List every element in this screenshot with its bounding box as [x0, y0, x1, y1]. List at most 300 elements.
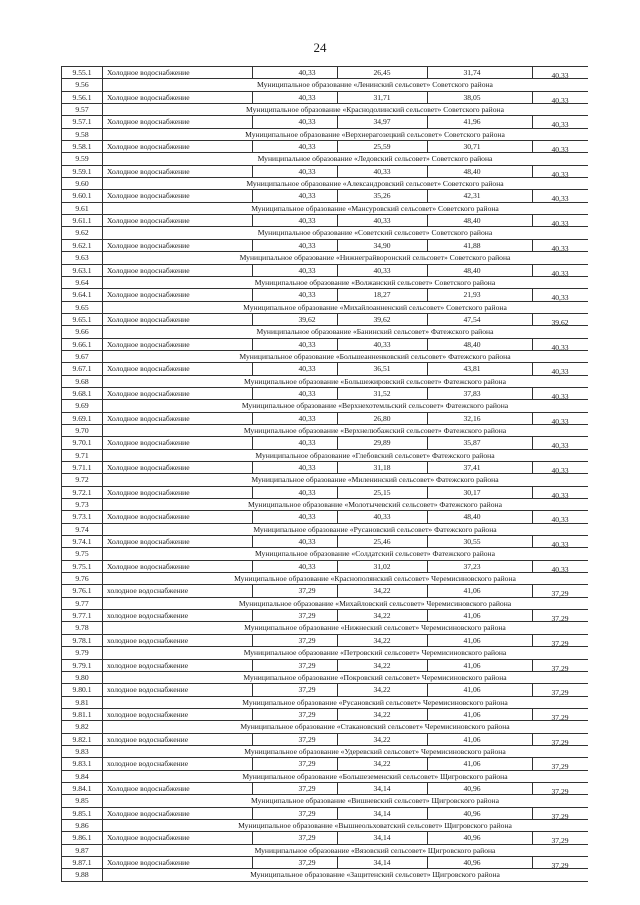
tariff-value-4: 40,33	[551, 169, 569, 179]
municipality-header-row	[62, 524, 588, 536]
tariff-value-4: 37,29	[551, 614, 569, 624]
tariff-value-3: 41,06	[463, 759, 481, 769]
municipality-header-row	[62, 795, 588, 807]
row-code: 9.73.1	[62, 511, 103, 522]
row-code: 9.62	[62, 227, 103, 238]
service-label: Холодное водоснабжение	[107, 191, 190, 201]
tariff-value-1: 40,33	[298, 537, 316, 547]
tariff-value-3: 48,40	[463, 166, 481, 176]
tariff-value-1: 40,33	[298, 166, 316, 176]
tariff-value-2: 34,14	[373, 808, 391, 818]
municipality-header-row	[62, 302, 588, 314]
service-label: холодное водоснабжение	[107, 685, 189, 695]
municipality-title: Муниципальное образование «Ленинский сельсовет» Советского района	[257, 80, 493, 90]
tariff-value-2: 40,33	[373, 512, 391, 522]
tariff-row	[62, 413, 588, 425]
tariff-value-4: 37,29	[551, 861, 569, 870]
tariff-row	[62, 240, 588, 252]
tariff-value-2: 18,27	[373, 290, 391, 300]
row-code: 9.70.1	[62, 437, 103, 448]
column-divider	[252, 808, 253, 819]
column-divider	[252, 536, 253, 547]
tariff-value-2: 34,22	[373, 635, 391, 645]
tariff-row	[62, 758, 588, 770]
tariff-row	[62, 388, 588, 400]
row-code: 9.78.1	[62, 635, 103, 646]
tariff-value-2: 34,22	[373, 685, 391, 695]
column-divider	[252, 289, 253, 300]
tariff-row	[62, 215, 588, 227]
tariff-value-1: 37,29	[298, 635, 316, 645]
tariff-value-3: 41,06	[463, 685, 481, 695]
tariff-value-2: 40,33	[373, 265, 391, 275]
tariff-value-4: 40,33	[551, 219, 569, 229]
tariff-value-3: 48,40	[463, 339, 481, 349]
column-divider	[252, 487, 253, 498]
tariff-value-2: 34,90	[373, 240, 391, 250]
tariff-value-3: 41,06	[463, 611, 481, 621]
row-code: 9.59	[62, 153, 103, 164]
row-code: 9.80.1	[62, 684, 103, 695]
tariff-value-4: 40,33	[551, 71, 569, 80]
row-code: 9.69.1	[62, 413, 103, 424]
tariff-value-1: 37,29	[298, 734, 316, 744]
row-code: 9.64	[62, 277, 103, 288]
tariff-row	[62, 314, 588, 326]
row-code: 9.58.1	[62, 141, 103, 152]
tariff-row	[62, 857, 588, 869]
service-label: Холодное водоснабжение	[107, 833, 190, 843]
column-divider	[252, 585, 253, 596]
column-divider	[252, 67, 253, 78]
municipality-title: Муниципальное образование «Покровский сельсовет» Черемисиновского района	[243, 672, 507, 682]
tariff-value-3: 40,96	[463, 783, 481, 793]
municipality-title: Муниципальное образование «Верхнелюбажский сельсовет» Фатежского района	[243, 425, 507, 435]
municipality-title: Муниципальное образование «Солдатский сельсовет» Фатежского района	[254, 549, 495, 559]
tariff-value-3: 37,23	[463, 561, 481, 571]
row-code: 9.82	[62, 721, 103, 732]
municipality-title: Муниципальное образование «Русановский сельсовет» Фатежского района	[253, 524, 497, 534]
row-code: 9.66	[62, 326, 103, 337]
row-code: 9.74	[62, 524, 103, 535]
tariff-value-3: 42,31	[463, 191, 481, 201]
column-divider	[252, 709, 253, 720]
municipality-title: Муниципальное образование «Александровский сельсовет» Советского района	[246, 179, 504, 189]
municipality-title: Муниципальное образование «Вышнеольховатский сельсовет» Щигровского района	[238, 820, 512, 830]
tariff-value-4: 37,29	[551, 811, 569, 821]
service-label: Холодное водоснабжение	[107, 68, 190, 77]
tariff-value-1: 37,29	[298, 709, 316, 719]
row-code: 9.87	[62, 845, 103, 856]
municipality-header-row	[62, 672, 588, 684]
tariff-row	[62, 363, 588, 375]
service-label: Холодное водоснабжение	[107, 512, 190, 522]
tariff-value-1: 37,29	[298, 759, 316, 769]
service-label: Холодное водоснабжение	[107, 388, 190, 398]
row-code: 9.60	[62, 178, 103, 189]
tariff-value-4: 40,33	[551, 466, 569, 475]
municipality-header-row	[62, 400, 588, 412]
row-code: 9.79	[62, 647, 103, 658]
service-label: Холодное водоснабжение	[107, 339, 190, 349]
municipality-title: Муниципальное образование «Большеземенский сельсовет» Щигровского района	[242, 771, 508, 781]
municipality-header-row	[62, 622, 588, 634]
column-divider	[252, 339, 253, 350]
tariff-value-3: 48,40	[463, 512, 481, 522]
row-code: 9.73	[62, 499, 103, 510]
tariff-value-2: 35,26	[373, 191, 391, 201]
row-code: 9.81.1	[62, 709, 103, 720]
municipality-title: Муниципальное образование «Защитенский сельсовет» Щигровского района	[250, 870, 500, 880]
tariff-row	[62, 808, 588, 820]
tariff-row	[62, 709, 588, 721]
column-divider	[252, 462, 253, 473]
service-label: холодное водоснабжение	[107, 635, 189, 645]
municipality-title: Муниципальное образование «Банинский сельсовет» Фатежского района	[256, 327, 494, 337]
tariff-value-4: 40,33	[551, 243, 569, 253]
row-code: 9.67	[62, 351, 103, 362]
municipality-title: Муниципальное образование «Ледовский сельсовет» Советского района	[257, 154, 493, 164]
tariff-value-4: 40,33	[551, 441, 569, 451]
tariff-value-2: 31,71	[373, 92, 391, 102]
municipality-title: Муниципальное образование «Глебовский сельсовет» Фатежского района	[255, 450, 495, 460]
tariff-row	[62, 116, 588, 128]
service-label: Холодное водоснабжение	[107, 808, 190, 818]
municipality-title: Муниципальное образование «Нижнеский сельсовет» Черемисиновского района	[244, 623, 506, 633]
row-code: 9.76	[62, 573, 103, 584]
tariff-row	[62, 635, 588, 647]
tariff-value-1: 40,33	[298, 339, 316, 349]
tariff-value-1: 37,29	[298, 685, 316, 695]
municipality-header-row	[62, 721, 588, 733]
tariff-value-4: 40,33	[551, 540, 569, 550]
tariff-value-4: 40,33	[551, 293, 569, 303]
row-code: 9.76.1	[62, 585, 103, 596]
row-code: 9.67.1	[62, 363, 103, 374]
tariff-value-3: 35,87	[463, 438, 481, 448]
tariff-row	[62, 487, 588, 499]
municipality-title: Муниципальное образование «Верхнерагозецкий сельсовет» Советского района	[245, 129, 505, 139]
municipality-title: Муниципальное образование «Стакановский сельсовет» Черемисиновского района	[240, 722, 510, 732]
row-code: 9.63	[62, 252, 103, 263]
column-divider	[252, 758, 253, 769]
tariff-value-4: 40,33	[551, 342, 569, 352]
tariff-row	[62, 339, 588, 351]
tariff-row	[62, 684, 588, 696]
column-divider	[252, 437, 253, 448]
row-code: 9.81	[62, 697, 103, 708]
tariff-value-2: 26,80	[373, 413, 391, 423]
tariff-value-4: 40,33	[551, 564, 569, 574]
row-code: 9.75.1	[62, 561, 103, 572]
tariff-value-2: 25,46	[373, 537, 391, 547]
tariff-value-2: 34,22	[373, 660, 391, 670]
tariff-value-1: 40,33	[298, 265, 316, 275]
tariff-value-1: 40,33	[298, 364, 316, 374]
tariff-value-4: 37,29	[551, 836, 569, 846]
tariff-value-4: 37,29	[551, 663, 569, 673]
tariff-value-2: 40,33	[373, 339, 391, 349]
municipality-title: Муниципальное образование «Верхнехотемльский сельсовет» Фатежского района	[241, 401, 509, 411]
municipality-title: Муниципальное образование «Петровский сельсовет» Черемисиновского района	[243, 648, 507, 658]
tariff-value-2: 31,02	[373, 561, 391, 571]
tariff-value-1: 40,33	[298, 290, 316, 300]
service-label: холодное водоснабжение	[107, 660, 189, 670]
tariff-row	[62, 783, 588, 795]
column-divider	[252, 660, 253, 671]
municipality-header-row	[62, 129, 588, 141]
tariff-value-2: 25,15	[373, 487, 391, 497]
column-divider	[252, 610, 253, 621]
tariff-row	[62, 437, 588, 449]
tariff-value-1: 40,33	[298, 388, 316, 398]
row-code: 9.78	[62, 622, 103, 633]
tariff-value-3: 30,55	[463, 537, 481, 547]
municipality-header-row	[62, 450, 588, 462]
municipality-header-row	[62, 548, 588, 560]
row-code: 9.58	[62, 129, 103, 140]
tariff-value-2: 40,33	[373, 166, 391, 176]
tariff-value-3: 43,81	[463, 364, 481, 374]
municipality-title: Муниципальное образование «Русановский сельсовет» Черемисиновского района	[242, 697, 508, 707]
municipality-header-row	[62, 697, 588, 709]
tariff-value-2: 34,22	[373, 759, 391, 769]
tariff-value-4: 40,33	[551, 367, 569, 377]
tariff-value-2: 34,97	[373, 117, 391, 127]
tariff-value-4: 40,33	[551, 145, 569, 155]
municipality-title: Муниципальное образование «Краснополянский сельсовет» Черемисиновского района	[234, 574, 516, 584]
municipality-header-row	[62, 153, 588, 165]
tariff-value-3: 41,96	[463, 117, 481, 127]
municipality-header-row	[62, 598, 588, 610]
tariff-value-1: 40,33	[298, 68, 316, 77]
tariff-value-3: 41,88	[463, 240, 481, 250]
row-code: 9.77	[62, 598, 103, 609]
tariff-row	[62, 832, 588, 844]
column-divider	[252, 511, 253, 522]
row-code: 9.60.1	[62, 190, 103, 201]
tariff-value-3: 37,83	[463, 388, 481, 398]
tariff-row	[62, 166, 588, 178]
tariff-value-3: 31,74	[463, 68, 481, 77]
municipality-title: Муниципальное образование «Мансуровский сельсовет» Советского района	[251, 203, 499, 213]
tariff-value-2: 39,62	[373, 314, 391, 324]
tariff-value-3: 30,71	[463, 142, 481, 152]
row-code: 9.85.1	[62, 808, 103, 819]
row-code: 9.85	[62, 795, 103, 806]
tariff-value-3: 47,54	[463, 314, 481, 324]
tariff-value-1: 40,33	[298, 487, 316, 497]
column-divider	[252, 92, 253, 103]
tariff-value-3: 38,05	[463, 92, 481, 102]
tariff-value-1: 40,33	[298, 512, 316, 522]
row-code: 9.71.1	[62, 462, 103, 473]
row-code: 9.86	[62, 820, 103, 831]
row-code: 9.80	[62, 672, 103, 683]
column-divider	[252, 832, 253, 843]
municipality-header-row	[62, 203, 588, 215]
service-label: Холодное водоснабжение	[107, 240, 190, 250]
tariff-value-2: 31,18	[373, 463, 391, 472]
tariff-value-4: 37,29	[551, 638, 569, 648]
row-code: 9.86.1	[62, 832, 103, 843]
municipality-title: Муниципальное образование «Советский сельсовет» Советского района	[257, 228, 493, 238]
tariff-row	[62, 561, 588, 573]
column-divider	[252, 734, 253, 745]
tariff-value-1: 37,29	[298, 833, 316, 843]
tariff-value-1: 40,33	[298, 413, 316, 423]
row-code: 9.68.1	[62, 388, 103, 399]
column-divider	[252, 215, 253, 226]
municipality-header-row	[62, 425, 588, 437]
municipality-title: Муниципальное образование «Волжанский сельсовет» Советского района	[254, 277, 496, 287]
tariff-value-3: 30,17	[463, 487, 481, 497]
row-code: 9.75	[62, 548, 103, 559]
service-label: Холодное водоснабжение	[107, 537, 190, 547]
municipality-header-row	[62, 474, 588, 486]
tariff-value-2: 36,51	[373, 364, 391, 374]
service-label: холодное водоснабжение	[107, 759, 189, 769]
column-divider	[252, 141, 253, 152]
tariff-value-4: 37,29	[551, 589, 569, 599]
row-code: 9.59.1	[62, 166, 103, 177]
municipality-header-row	[62, 647, 588, 659]
tariff-value-2: 34,22	[373, 734, 391, 744]
tariff-value-1: 40,33	[298, 92, 316, 102]
service-label: Холодное водоснабжение	[107, 290, 190, 300]
column-divider	[252, 388, 253, 399]
row-code: 9.74.1	[62, 536, 103, 547]
row-code: 9.70	[62, 425, 103, 436]
tariff-value-1: 39,62	[298, 314, 316, 324]
tariff-value-4: 40,33	[551, 490, 569, 500]
municipality-header-row	[62, 326, 588, 338]
municipality-header-row	[62, 104, 588, 116]
tariff-value-2: 29,89	[373, 438, 391, 448]
column-divider	[252, 190, 253, 201]
row-code: 9.56.1	[62, 92, 103, 103]
municipality-title: Муниципальное образование «Нижнеграйворонский сельсовет» Советского района	[239, 253, 511, 263]
tariff-value-4: 40,33	[551, 194, 569, 204]
tariff-value-1: 40,33	[298, 191, 316, 201]
tariff-value-1: 40,33	[298, 561, 316, 571]
tariff-value-4: 37,29	[551, 737, 569, 747]
tariff-table	[61, 66, 588, 882]
tariff-value-3: 40,96	[463, 833, 481, 843]
municipality-header-row	[62, 869, 588, 881]
tariff-row	[62, 289, 588, 301]
service-label: холодное водоснабжение	[107, 734, 189, 744]
column-divider	[252, 314, 253, 325]
column-divider	[252, 166, 253, 177]
tariff-value-1: 40,33	[298, 463, 316, 472]
service-label: Холодное водоснабжение	[107, 783, 190, 793]
service-label: Холодное водоснабжение	[107, 487, 190, 497]
service-label: холодное водоснабжение	[107, 586, 189, 596]
tariff-value-3: 48,40	[463, 216, 481, 226]
tariff-value-2: 34,22	[373, 586, 391, 596]
row-code: 9.68	[62, 376, 103, 387]
municipality-title: Муниципальное образование «Краснодолинский сельсовет» Советского района	[246, 105, 504, 115]
service-label: Холодное водоснабжение	[107, 265, 190, 275]
tariff-value-2: 25,59	[373, 142, 391, 152]
service-label: Холодное водоснабжение	[107, 117, 190, 127]
tariff-value-3: 41,06	[463, 660, 481, 670]
service-label: Холодное водоснабжение	[107, 438, 190, 448]
row-code: 9.57.1	[62, 116, 103, 127]
tariff-value-1: 40,33	[298, 117, 316, 127]
column-divider	[252, 240, 253, 251]
tariff-value-1: 37,29	[298, 660, 316, 670]
tariff-value-2: 34,22	[373, 709, 391, 719]
service-label: холодное водоснабжение	[107, 709, 189, 719]
row-code: 9.72.1	[62, 487, 103, 498]
row-code: 9.79.1	[62, 660, 103, 671]
service-label: Холодное водоснабжение	[107, 314, 190, 324]
municipality-title: Муниципальное образование «Вишневский сельсовет» Щигровского района	[251, 796, 499, 806]
column-divider	[252, 635, 253, 646]
tariff-value-3: 37,41	[463, 463, 481, 472]
row-code: 9.61.1	[62, 215, 103, 226]
tariff-value-4: 40,33	[551, 268, 569, 278]
tariff-value-3: 41,06	[463, 586, 481, 596]
municipality-header-row	[62, 277, 588, 289]
tariff-row	[62, 92, 588, 104]
tariff-value-1: 40,33	[298, 438, 316, 448]
tariff-value-4: 40,33	[551, 416, 569, 426]
column-divider	[252, 684, 253, 695]
column-divider	[252, 413, 253, 424]
tariff-value-3: 41,06	[463, 635, 481, 645]
tariff-row	[62, 190, 588, 202]
row-code: 9.56	[62, 79, 103, 90]
row-code: 9.71	[62, 450, 103, 461]
municipality-header-row	[62, 845, 588, 857]
municipality-title: Муниципальное образование «Михайлоанненский сельсовет» Советского района	[243, 302, 507, 312]
service-label: Холодное водоснабжение	[107, 463, 190, 472]
tariff-value-1: 40,33	[298, 240, 316, 250]
tariff-row	[62, 67, 588, 79]
municipality-header-row	[62, 820, 588, 832]
row-code: 9.72	[62, 474, 103, 485]
tariff-row	[62, 610, 588, 622]
tariff-value-1: 37,29	[298, 586, 316, 596]
tariff-row	[62, 660, 588, 672]
service-label: Холодное водоснабжение	[107, 858, 190, 867]
row-code: 9.84.1	[62, 783, 103, 794]
row-code: 9.65.1	[62, 314, 103, 325]
tariff-value-3: 48,40	[463, 265, 481, 275]
row-code: 9.65	[62, 302, 103, 313]
municipality-header-row	[62, 178, 588, 190]
municipality-title: Муниципальное образование «Михайловский сельсовет» Черемисиновского района	[238, 598, 512, 608]
row-code: 9.69	[62, 400, 103, 411]
row-code: 9.55.1	[62, 67, 103, 78]
tariff-value-2: 34,14	[373, 858, 391, 867]
tariff-value-1: 37,29	[298, 858, 316, 867]
tariff-value-4: 40,33	[551, 515, 569, 525]
tariff-value-1: 37,29	[298, 808, 316, 818]
tariff-value-2: 26,45	[373, 68, 391, 77]
tariff-value-3: 21,93	[463, 290, 481, 300]
tariff-value-3: 41,06	[463, 734, 481, 744]
service-label: Холодное водоснабжение	[107, 166, 190, 176]
tariff-value-1: 37,29	[298, 611, 316, 621]
tariff-value-4: 37,29	[551, 786, 569, 796]
municipality-title: Муниципальное образование «Большежировский сельсовет» Фатежского района	[244, 376, 506, 386]
municipality-header-row	[62, 771, 588, 783]
service-label: Холодное водоснабжение	[107, 561, 190, 571]
